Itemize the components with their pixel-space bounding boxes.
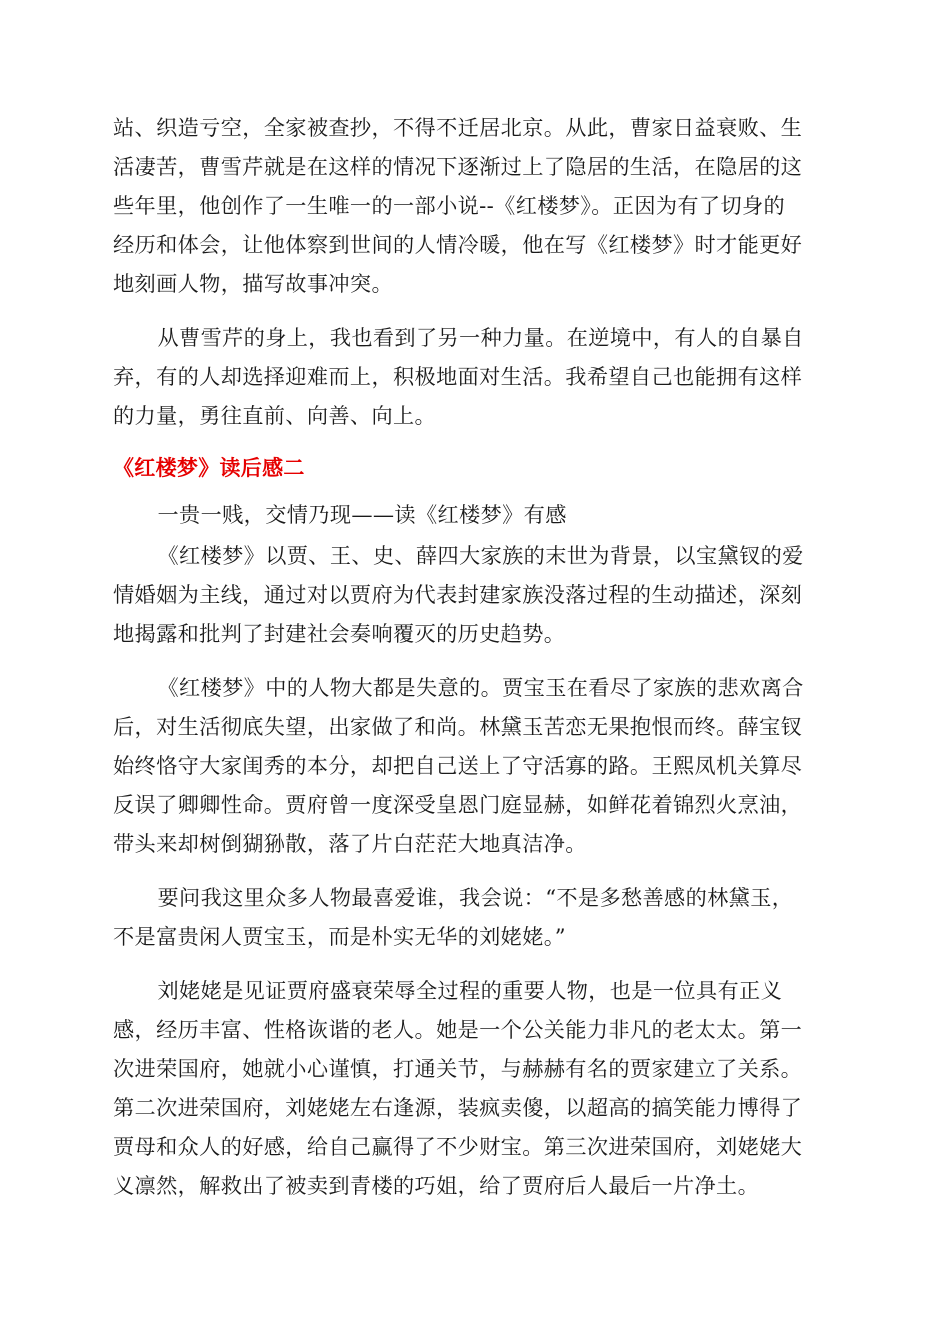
essay-subtitle: 一贵一贱，交情乃现——读《红楼梦》有感 — [157, 502, 567, 527]
section-heading: 《红楼梦》读后感二 — [113, 456, 305, 480]
paragraph-liu-laolao: 刘姥姥是见证贾府盛衰荣辱全过程的重要人物，也是一位具有正义 感，经历丰富、性格诙谐的老人。她是一个公关能力非凡的老太太。第一 次进荣国府，她就小心谨慎，打通关节，与赫赫有名的贾家建立了关系。 第二次进荣国府，刘姥姥左右逢源，装疯卖傻，以超高的搞笑能力博得了 贾母和众人的好感，给自己赢得了不少财宝。第三次进荣国府，刘姥姥大 义凛然，解救出了被卖到青楼的巧姐，给了贾府后人最后一片净土。 — [113, 978, 803, 1198]
paragraph-favorite-character: 要问我这里众多人物最喜爱谁，我会说：“不是多愁善感的林黛玉， 不是富贵闲人贾宝玉，而是朴实无华的刘姥姥。” — [113, 885, 794, 949]
paragraph-characters-frustrated: 《红楼梦》中的人物大都是失意的。贾宝玉在看尽了家族的悲欢离合 后，对生活彻底失望，出家做了和尚。林黛玉苦恋无果抱恨而终。薛宝钗 始终恪守大家闺秀的本分，却把自己送上了守活寡的路。王熙凤机关算尽 反误了卿卿性命。贾府曾一度深受皇恩门庭显赫，如鲜花着锦烈火烹油， 带头来却树倒猢狲散，落了片白茫茫大地真洁净。 — [113, 675, 804, 856]
document-body — [113, 108, 843, 1220]
paragraph-novel-background: 《红楼梦》以贾、王、史、薛四大家族的末世为背景，以宝黛钗的爱 情婚姻为主线，通过对以贾府为代表封建家族没落过程的生动描述，深刻 地揭露和批判了封建社会奏响覆灭的历史趋势。 — [113, 543, 804, 646]
paragraph-strength-reflection: 从曹雪芹的身上，我也看到了另一种力量。在逆境中，有人的自暴自 弃，有的人却选择迎难而上，积极地面对生活。我希望自己也能拥有这样 的力量，勇往直前、向善、向上。 — [113, 325, 804, 428]
paragraph-caozhan-biography: 站、织造亏空，全家被查抄，不得不迁居北京。从此，曹家日益衰败、生 活凄苦，曹雪芹就是在这样的情况下逐渐过上了隐居的生活，在隐居的这 些年里，他创作了一生唯一的一部小说--《红楼梦》。正因为有了切身的 经历和体会，让他体察到世间的人情冷暖，他在写《红楼梦》时才能更好 地刻画人物，描写故事冲突。 — [113, 115, 803, 296]
